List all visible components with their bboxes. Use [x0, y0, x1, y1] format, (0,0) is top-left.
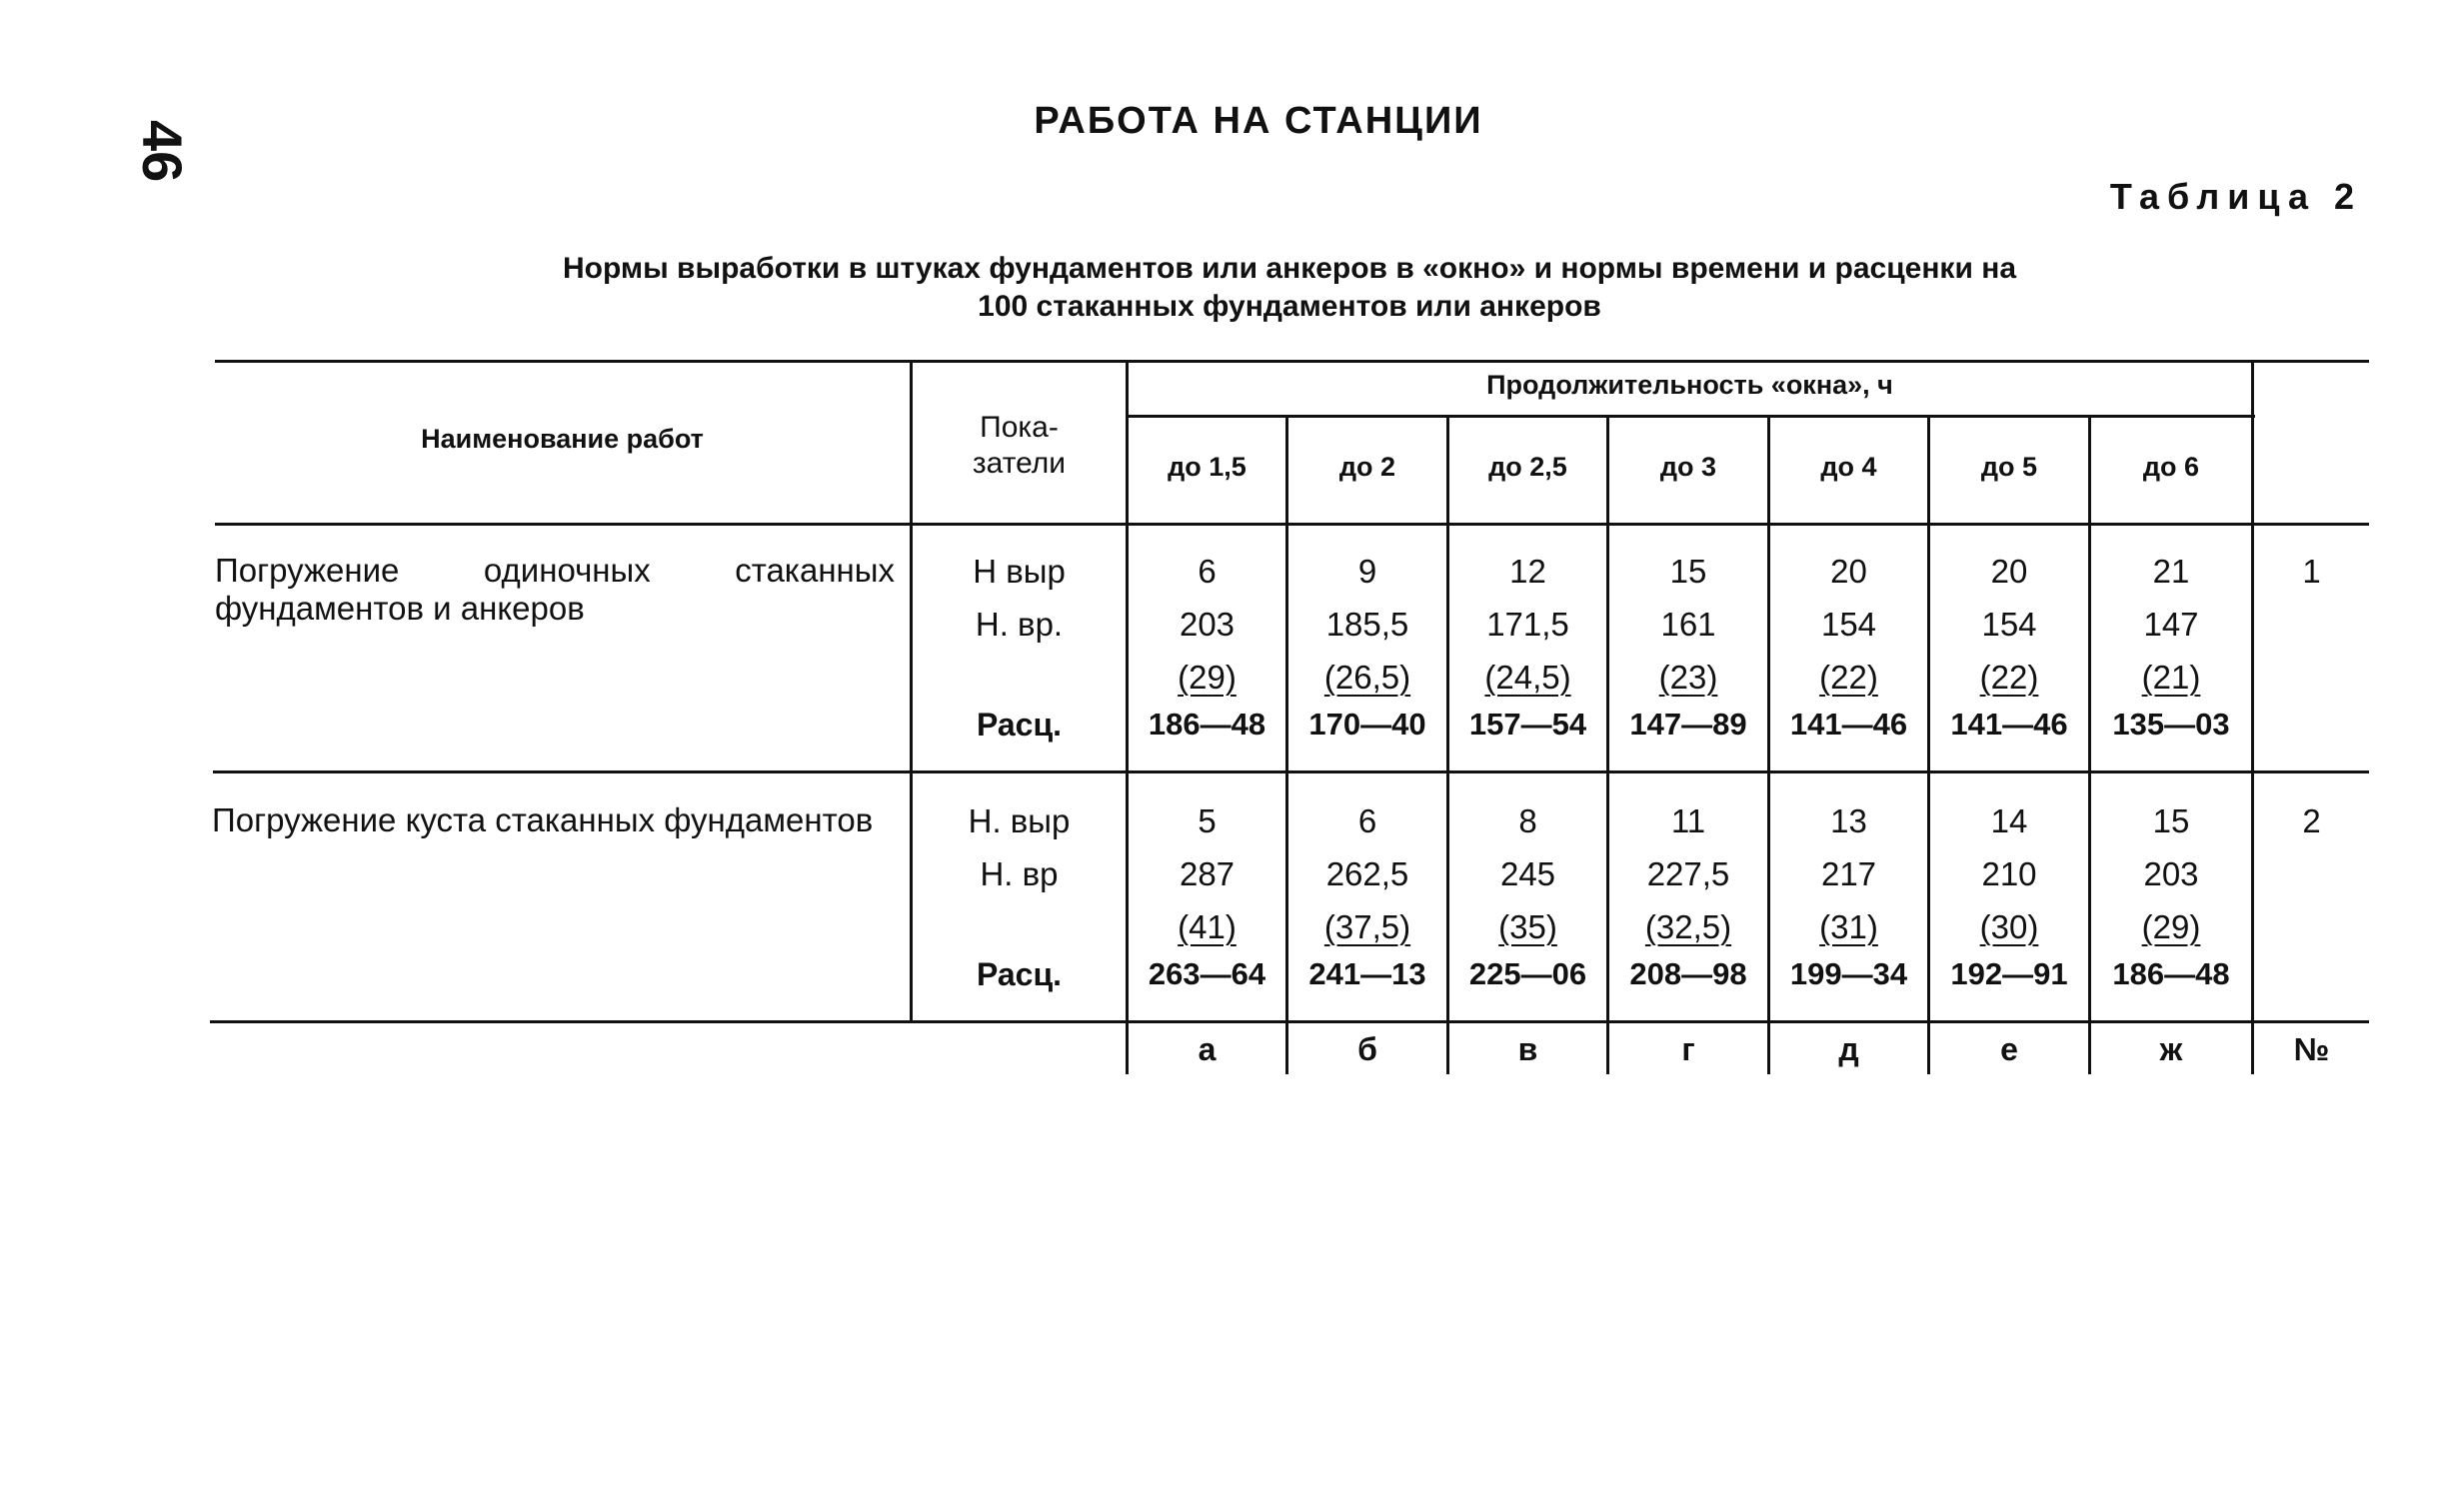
row-2-col-5-nvr: 217: [1820, 855, 1877, 892]
row-1-label-nvr: Н. вр.: [975, 606, 1064, 643]
row-2-col-7-rasc: 186—48: [2112, 956, 2230, 991]
row-2-work-name: Погружение куста стаканных фундаментов: [212, 801, 874, 838]
row-1-col-5-nvyr: 20: [1830, 553, 1867, 590]
row-1-col-3-nvyr: 12: [1509, 553, 1546, 590]
row-2-label-nvr: Н. вр: [980, 855, 1059, 892]
row-2-label-rasc: Расц.: [976, 956, 1063, 992]
table-label: Таблица 2: [2109, 176, 2362, 217]
footer-letter-a: а: [1198, 1031, 1217, 1067]
footer-letter-zh: ж: [2159, 1031, 2183, 1067]
row-2-col-6-nvr: 210: [1981, 855, 2037, 892]
row-2-col-5-rasc: 199—34: [1789, 956, 1908, 991]
row-1-col-7-rasc: 135—03: [2112, 707, 2230, 742]
header-indicators-line-2: затели: [972, 447, 1067, 480]
row-2-col-2-nvyr: 6: [1357, 802, 1377, 839]
row-1-col-4-nvr: 161: [1660, 606, 1716, 643]
row-2-bottom-rule: [210, 1020, 2369, 1023]
header-col-5: до 4: [1820, 452, 1877, 482]
row-1-number: 1: [2302, 553, 2321, 590]
page-number: 46: [131, 120, 194, 183]
row-2-col-4-nvr: 227,5: [1646, 855, 1730, 892]
row-2-col-7-paren: (29): [2141, 908, 2201, 945]
row-1-col-5-nvr: 154: [1820, 606, 1877, 643]
footer-letter-d: д: [1838, 1031, 1859, 1067]
row-1-col-5-paren: (22): [1819, 659, 1878, 696]
row-2-col-7-nvyr: 15: [2152, 802, 2190, 839]
table-caption: [470, 250, 2109, 326]
row-2-col-2-paren: (37,5): [1323, 908, 1411, 945]
row-1-col-3-nvr: 171,5: [1486, 606, 1569, 643]
row-1-col-4-paren: (23): [1658, 659, 1718, 696]
row-2-col-7-nvr: 203: [2143, 855, 2199, 892]
row-2-col-4-paren: (32,5): [1644, 908, 1732, 945]
header-col-4: до 3: [1659, 452, 1717, 482]
row-1-col-1-nvyr: 6: [1198, 553, 1217, 590]
row-1-col-1-paren: (29): [1178, 659, 1236, 696]
row-2-label-nvyr: Н. выр: [968, 802, 1071, 839]
footer-letter-b: б: [1357, 1031, 1377, 1067]
row-1-col-6-paren: (22): [1979, 659, 2039, 696]
header-col-7: до 6: [2142, 452, 2200, 482]
row-1-col-7-nvyr: 21: [2152, 553, 2190, 590]
row-1-col-6-nvr: 154: [1981, 606, 2037, 643]
row-2-col-3-rasc: 225—06: [1468, 956, 1587, 991]
caption-line-1: Нормы выработки в штуках фундаментов или анкеров в «окно» и нормы времени и расценки на: [562, 252, 2017, 285]
row-1-col-4-nvyr: 15: [1669, 553, 1707, 590]
row-2-col-1-paren: (41): [1178, 908, 1236, 945]
header-col-6: до 5: [1980, 452, 2038, 482]
row-1-label-nvyr: Н выр: [973, 553, 1066, 590]
row-2-col-4-nvyr: 11: [1670, 802, 1706, 839]
header-col-1: до 1,5: [1168, 452, 1246, 482]
row-1-col-4-rasc: 147—89: [1629, 707, 1747, 742]
row-1-col-7-nvr: 147: [2143, 606, 2199, 643]
section-title: РАБОТА НА СТАНЦИИ: [1034, 100, 1483, 142]
row-1-label-rasc: Расц.: [976, 707, 1063, 743]
row-1-col-1-rasc: 186—48: [1148, 707, 1266, 742]
row-1-work-name: Погружение одиночных стаканных фундаментов и анкеров: [215, 552, 895, 627]
row-2-col-4-rasc: 208—98: [1629, 956, 1747, 991]
footer-letter-g: г: [1681, 1031, 1695, 1067]
row-1-col-6-rasc: 141—46: [1950, 707, 2068, 742]
row-2-col-6-rasc: 192—91: [1950, 956, 2068, 991]
row-1-col-3-paren: (24,5): [1484, 659, 1571, 696]
header-bottom-rule: [215, 523, 2369, 526]
row-2-col-6-nvyr: 14: [1990, 802, 2028, 839]
header-col-2: до 2: [1338, 452, 1396, 482]
row-2-col-2-rasc: 241—13: [1308, 956, 1426, 991]
row-2-col-5-paren: (31): [1819, 908, 1878, 945]
row-2-col-1-rasc: 263—64: [1148, 956, 1266, 991]
row-2-col-2-nvr: 262,5: [1325, 855, 1409, 892]
row-2-col-1-nvr: 287: [1179, 855, 1235, 892]
footer-number-sign: №: [2293, 1031, 2330, 1067]
row-1-bottom-rule: [213, 770, 2369, 773]
row-2-number: 2: [2302, 802, 2321, 839]
row-1-col-2-nvr: 185,5: [1325, 606, 1409, 643]
header-work-name: Наименование работ: [421, 424, 704, 454]
row-1-col-2-rasc: 170—40: [1308, 707, 1426, 742]
row-2-col-1-nvyr: 5: [1198, 802, 1217, 839]
header-duration: Продолжительность «окна», ч: [1486, 370, 1893, 400]
row-2-col-3-paren: (35): [1498, 908, 1557, 945]
footer-letter-e: е: [2000, 1031, 2018, 1067]
header-indicators-line-1: Пока-: [980, 411, 1059, 444]
col-divider-number: [2251, 360, 2254, 1074]
footer-letter-v: в: [1517, 1031, 1538, 1067]
row-1-col-3-rasc: 157—54: [1468, 707, 1587, 742]
row-2-col-3-nvr: 245: [1499, 855, 1556, 892]
row-1-col-2-nvyr: 9: [1357, 553, 1377, 590]
table-top-rule: [215, 360, 2369, 363]
header-col-3: до 2,5: [1488, 452, 1567, 482]
row-2-col-3-nvyr: 8: [1518, 802, 1537, 839]
row-2-col-6-paren: (30): [1979, 908, 2039, 945]
row-1-col-1-nvr: 203: [1179, 606, 1235, 643]
row-1-col-5-rasc: 141—46: [1789, 707, 1908, 742]
row-1-col-7-paren: (21): [2141, 659, 2201, 696]
row-2-col-5-nvyr: 13: [1830, 802, 1867, 839]
row-1-col-6-nvyr: 20: [1990, 553, 2028, 590]
row-1-col-2-paren: (26,5): [1323, 659, 1411, 696]
header-indicators: [913, 410, 1126, 482]
duration-header-rule: [1126, 415, 2255, 418]
caption-line-2: 100 стаканных фундаментов или анкеров: [978, 290, 1601, 323]
